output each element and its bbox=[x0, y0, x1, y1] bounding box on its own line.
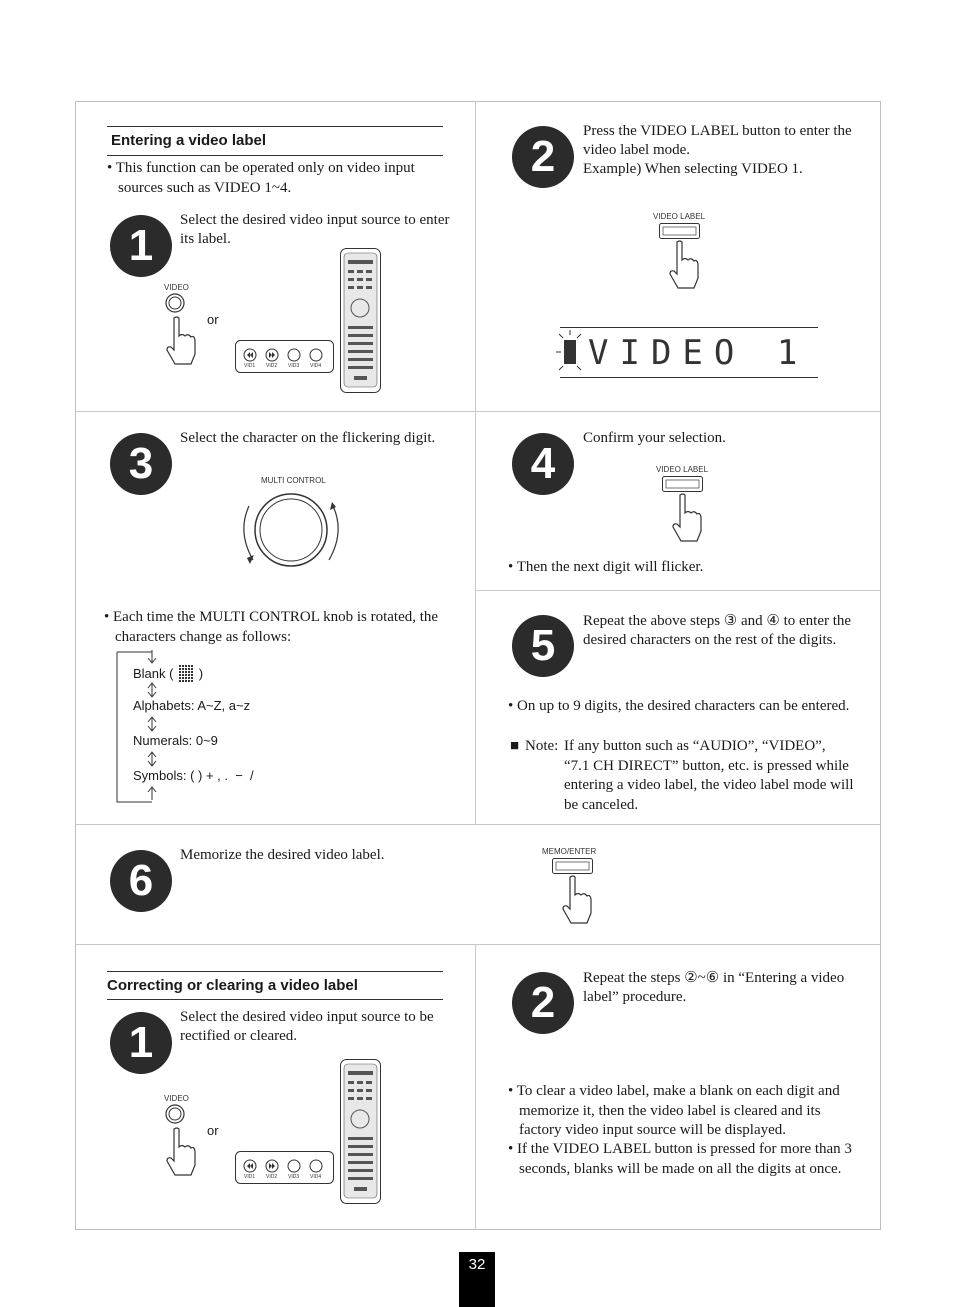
cycle-blank: Blank ( ) bbox=[133, 666, 204, 681]
step-number-4: 4 bbox=[512, 433, 574, 495]
page-number: 32 bbox=[459, 1252, 495, 1307]
memo-enter-label: MEMO/ENTER bbox=[542, 847, 597, 856]
flicker-indicator-icon bbox=[556, 330, 586, 374]
step3-text: Select the character on the flickering digit. bbox=[180, 430, 436, 446]
s2-bullet-1: • To clear a video label, make a blank on each digit and memorize it, then the video label is cleared and its factory video input source will be displayed. bbox=[508, 1083, 840, 1138]
vid4-button-icon bbox=[309, 348, 325, 364]
vid3-button-icon bbox=[287, 348, 303, 364]
vid3-button-icon-2 bbox=[287, 1159, 303, 1175]
intro-bullet: • This function can be operated only on video input sources such as VIDEO 1~4. bbox=[107, 160, 415, 196]
row-divider-1 bbox=[75, 411, 881, 412]
multi-control-label: MULTI CONTROL bbox=[261, 476, 326, 485]
video-label-button-icon-2 bbox=[662, 476, 704, 494]
video-button-icon-2 bbox=[165, 1104, 187, 1126]
s2-bullet-2: • If the VIDEO LABEL button is pressed for more than 3 seconds, blanks will be made on all the digits at once. bbox=[508, 1141, 852, 1177]
step-number-5: 5 bbox=[512, 615, 574, 677]
step6-text: Memorize the desired video label. bbox=[180, 847, 385, 863]
row-divider-3 bbox=[75, 824, 881, 825]
step1-text: Select the desired video input source to enter its label. bbox=[180, 212, 450, 247]
vid2-label-2: VID2 bbox=[266, 1174, 278, 1180]
display-bottom-rule bbox=[560, 377, 818, 378]
step5-text: Repeat the above steps ③ and ④ to enter the desired characters on the rest of the digits. bbox=[583, 613, 852, 648]
section-title-entering: Entering a video label bbox=[107, 126, 443, 156]
remote-control-icon-2 bbox=[340, 1059, 382, 1205]
step2-text: Press the VIDEO LABEL button to enter the video label mode. bbox=[583, 123, 852, 158]
remote-control-icon bbox=[340, 248, 382, 394]
cycle-alphabets: Alphabets: A~Z, a~z bbox=[133, 698, 251, 713]
video-button-label: VIDEO bbox=[164, 283, 189, 292]
video-label-button-label-2: VIDEO LABEL bbox=[656, 465, 709, 474]
step-number-3: 3 bbox=[110, 433, 172, 495]
vid2-button-icon bbox=[265, 348, 281, 364]
row-divider-4 bbox=[75, 944, 881, 945]
s2-step1-text: Select the desired video input source to be rectified or cleared. bbox=[180, 1009, 434, 1044]
row-divider-2 bbox=[475, 590, 881, 591]
pointing-hand-icon bbox=[562, 875, 592, 927]
step-number-2: 2 bbox=[512, 126, 574, 188]
step-number-2b: 2 bbox=[512, 972, 574, 1034]
vid1-button-icon-2 bbox=[243, 1159, 259, 1175]
multi-control-knob-icon bbox=[237, 488, 347, 574]
vid1-button-icon bbox=[243, 348, 259, 364]
memo-enter-button-icon bbox=[552, 858, 594, 876]
vid1-label: VID1 bbox=[244, 363, 256, 369]
or-label-2: or bbox=[207, 1123, 219, 1138]
pointing-hand-icon bbox=[672, 493, 702, 545]
vid4-button-icon-2 bbox=[309, 1159, 325, 1175]
step2-example: Example) When selecting VIDEO 1. bbox=[583, 161, 803, 177]
vid1-label-2: VID1 bbox=[244, 1174, 256, 1180]
note-head: Note: bbox=[525, 738, 559, 754]
vid4-label: VID4 bbox=[310, 363, 322, 369]
step3-bullet: • Each time the MULTI CONTROL knob is rotated, the characters change as follows: bbox=[104, 609, 439, 645]
cycle-symbols: Symbols: ( ) + , . − / bbox=[133, 768, 254, 783]
display-top-rule bbox=[560, 327, 818, 328]
pointing-hand-icon bbox=[669, 240, 699, 292]
s2-step2-text: Repeat the steps ②~⑥ in “Entering a video label” procedure. bbox=[583, 970, 845, 1005]
or-label: or bbox=[207, 312, 219, 327]
video-label-button-label: VIDEO LABEL bbox=[653, 212, 706, 221]
video-label-display: VIDEO 1 bbox=[588, 333, 809, 373]
column-divider-lower bbox=[475, 944, 476, 1230]
section-title-correcting: Correcting or clearing a video label bbox=[107, 971, 443, 1000]
vid3-label: VID3 bbox=[288, 363, 300, 369]
vid2-button-icon-2 bbox=[265, 1159, 281, 1175]
note-body: If any button such as “AUDIO”, “VIDEO”, “7.1 CH DIRECT” button, etc. is pressed while entering a video label, the video label mode will be canceled. bbox=[564, 738, 854, 813]
video-label-button-icon bbox=[659, 223, 701, 241]
vid4-label-2: VID4 bbox=[310, 1174, 322, 1180]
column-divider bbox=[475, 101, 476, 824]
pointing-hand-icon bbox=[166, 316, 196, 366]
step-number-1: 1 bbox=[110, 215, 172, 277]
video-button-label-2: VIDEO bbox=[164, 1094, 189, 1103]
step4-bullet: • Then the next digit will flicker. bbox=[508, 559, 704, 575]
video-button-icon bbox=[165, 293, 187, 315]
cycle-numerals: Numerals: 0~9 bbox=[133, 733, 218, 748]
note-mark-icon: ■ bbox=[510, 738, 520, 754]
blank-glyph-icon bbox=[179, 664, 193, 682]
vid2-label: VID2 bbox=[266, 363, 278, 369]
step-number-1b: 1 bbox=[110, 1012, 172, 1074]
step-number-6: 6 bbox=[110, 850, 172, 912]
pointing-hand-icon bbox=[166, 1127, 196, 1177]
step4-text: Confirm your selection. bbox=[583, 430, 726, 446]
vid3-label-2: VID3 bbox=[288, 1174, 300, 1180]
step5-bullet: • On up to 9 digits, the desired characters can be entered. bbox=[508, 698, 850, 714]
